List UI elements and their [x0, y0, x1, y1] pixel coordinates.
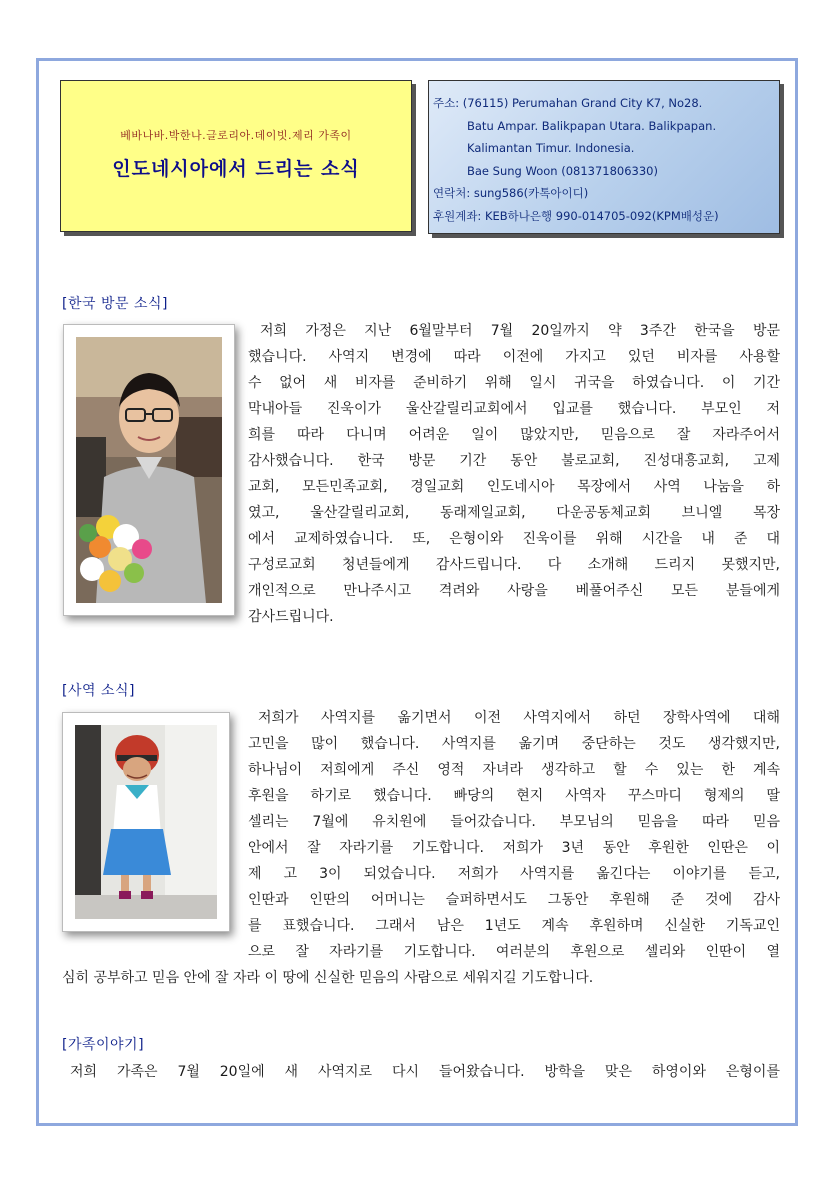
girl-in-uniform-image [75, 725, 217, 919]
paragraph-line: 감사드립니다. [248, 609, 334, 625]
title-box [60, 80, 412, 232]
paragraph-line: 안에서 잘 자라기를 기도합니다. 저희가 3년 동안 후원한 인딴은 이 [248, 840, 780, 856]
section-title-korea-visit: [한국 방문 소식] [62, 296, 168, 312]
paragraph-line: 하나님이 저희에게 주신 영적 자녀라 생각하고 할 수 있는 한 계속 [248, 762, 780, 778]
address-line-2: Batu Ampar. Balikpapan Utara. Balikpapan. [467, 118, 717, 133]
son-with-bouquet-image [76, 337, 222, 603]
address-line-1: 주소: (76115) Perumahan Grand City K7, No28. [433, 96, 703, 110]
address-line-3: Kalimantan Timur. Indonesia. [467, 141, 635, 155]
ministry-news-closing [62, 965, 780, 991]
paragraph-line: 희를 따라 다니며 어려운 일이 많았지만, 믿음으로 잘 자라주어서 [248, 427, 780, 443]
paragraph-line: 였고, 울산갈릴리교회, 동래제일교회, 다운공동체교회 브니엘 목장 [248, 505, 780, 521]
korea-visit-paragraph [248, 318, 780, 630]
paragraph-line: 인딴과 인딴의 어머니는 슬퍼하면서도 그동안 후원해 준 것에 감사 [248, 892, 780, 908]
family-story-paragraph [62, 1059, 780, 1085]
paragraph-line: 구성로교회 청년들에게 감사드립니다. 다 소개해 드리지 못했지만, [248, 557, 780, 573]
family-names: 베바나바.박한나.글로리아.데이빗.제리 가족이 [120, 129, 352, 142]
paragraph-line: 했습니다. 사역지 변경에 따라 이전에 가지고 있던 비자를 사용할 [248, 349, 780, 365]
paragraph-line: 저희 가정은 지난 6월말부터 7월 20일까지 약 3주간 한국을 방문 [260, 323, 780, 339]
paragraph-line: 으로 잘 자라기를 기도합니다. 여러분의 후원으로 셀리와 인딴이 열 [248, 944, 780, 960]
paragraph-line: 에서 교제하였습니다. 또, 은형이와 진욱이를 위해 시간을 내 준 대 [248, 531, 780, 547]
donation-account-line: 후원계좌: KEB하나은행 990-014705-092(KPM배성운) [433, 208, 719, 223]
contact-line: 연락처: sung586(카톡아이디) [433, 186, 589, 200]
contact-box [428, 80, 780, 234]
paragraph-line: 저희 가족은 7월 20일에 새 사역지로 다시 들어왔습니다. 방학을 맞은 하영이와 은형이를 [70, 1064, 780, 1080]
paragraph-line: 를 표했습니다. 그래서 남은 1년도 계속 후원하며 신실한 기독교인 [248, 918, 780, 934]
section-title-ministry-news: [사역 소식] [62, 683, 135, 699]
photo-girl-school-uniform [62, 712, 230, 932]
paragraph-line: 교회, 모든민족교회, 경일교회 인도네시아 목장에서 사역 나눔을 하 [248, 479, 780, 495]
paragraph-line: 저희가 사역지를 옮기면서 이전 사역지에서 하던 장학사역에 대해 [258, 710, 780, 726]
paragraph-line: 후원을 하기로 했습니다. 빠당의 현지 사역자 꾸스마디 형제의 딸 [248, 788, 780, 804]
paragraph-line: 수 없어 새 비자를 준비하기 위해 일시 귀국을 하였습니다. 이 기간 [248, 375, 780, 391]
paragraph-line: 막내아들 진욱이가 울산갈릴리교회에서 입교를 했습니다. 부모인 저 [248, 401, 780, 417]
paragraph-line: 심히 공부하고 믿음 안에 잘 자라 이 땅에 신실한 믿음의 사람으로 세워지길 기도합니다. [62, 970, 594, 986]
section-title-family-story: [가족이야기] [62, 1037, 145, 1053]
paragraph-line: 개인적으로 만나주시고 격려와 사랑을 베풀어주신 모든 분들에게 [248, 583, 780, 599]
paragraph-line: 감사했습니다. 한국 방문 기간 동안 불로교회, 진성대흥교회, 고제 [248, 453, 780, 469]
photo-son-confirmation [63, 324, 235, 616]
address-line-4: Bae Sung Woon (081371806330) [467, 163, 658, 178]
paragraph-line: 고민을 많이 했습니다. 사역지를 옮기며 중단하는 것도 생각했지만, [248, 736, 780, 752]
ministry-news-paragraph [248, 705, 780, 965]
paragraph-line: 셀리는 7월에 유치원에 들어갔습니다. 부모님의 믿음을 따라 믿음 [248, 814, 780, 830]
newsletter-headline: 인도네시아에서 드리는 소식 [112, 158, 360, 180]
paragraph-line: 제 고 3이 되었습니다. 저희가 사역지를 옮긴다는 이야기를 듣고, [248, 866, 780, 882]
